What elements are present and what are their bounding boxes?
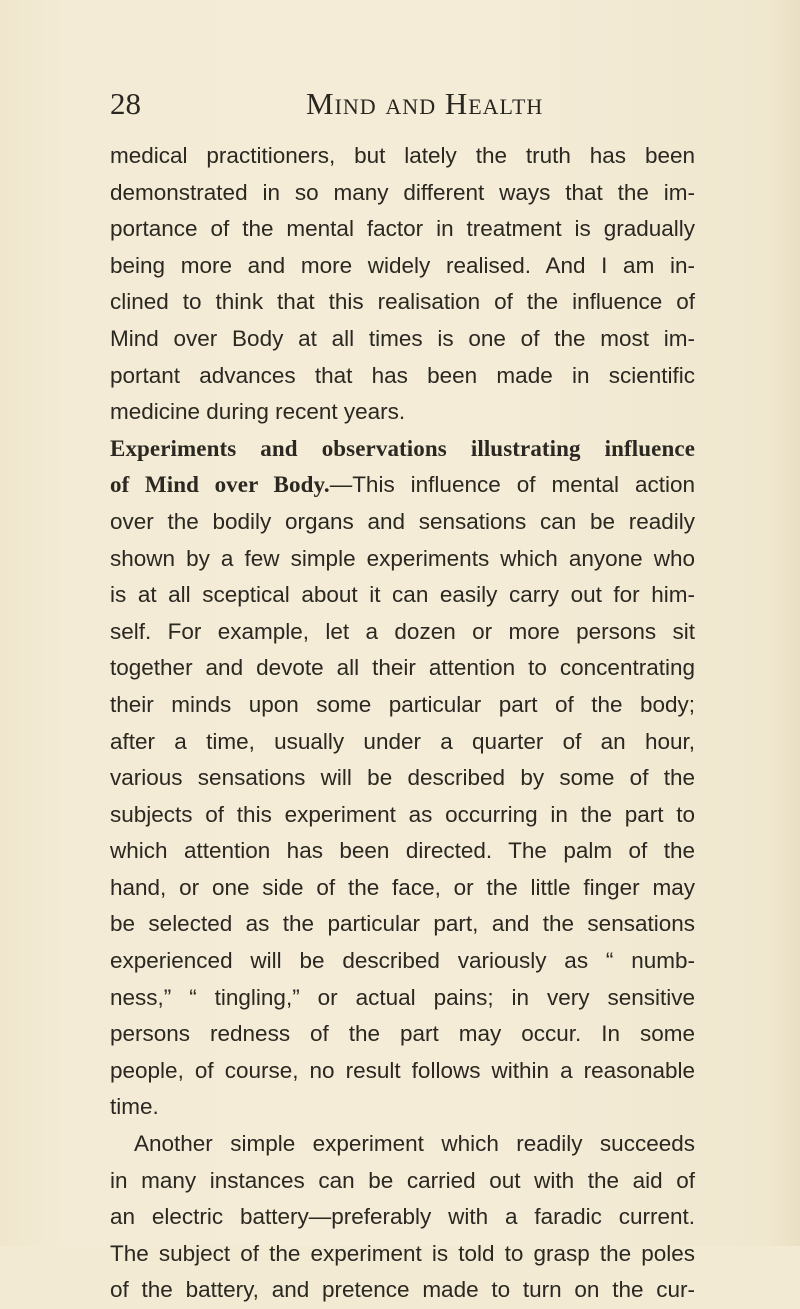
line-text: hand, or one side of the face, or the little finger may (110, 874, 695, 900)
text-line (110, 211, 695, 248)
line-text: medical practitioners, but lately the truth has been (110, 143, 695, 168)
line-text: subjects of this experiment as occurring in the part to (110, 801, 695, 827)
text-line (110, 321, 695, 358)
text-line (110, 1199, 695, 1236)
text-line (110, 943, 695, 980)
text-line (110, 833, 695, 870)
text-line (110, 394, 695, 431)
text-line (110, 358, 695, 395)
line-text: people, of course, no result follows within a reasonable (110, 1057, 695, 1083)
text-line (110, 1272, 695, 1309)
line-text: is at all sceptical about it can easily carry out for him- (110, 582, 695, 608)
text-line (110, 687, 695, 724)
line-text: of the battery, and pretence made to turn on the cur- (110, 1277, 695, 1303)
line-text: portance of the mental factor in treatment is gradually (110, 216, 695, 242)
line-text: portant advances that has been made in scientific (110, 362, 695, 388)
text-line (110, 1126, 695, 1163)
line-text: persons redness of the part may occur. In some (110, 1021, 695, 1047)
text-line (110, 467, 695, 504)
line-text: which attention has been directed. The palm of the (110, 838, 695, 864)
line-text: their minds upon some particular part of the body; (110, 691, 695, 717)
body-text (110, 138, 695, 1309)
text-line (110, 431, 695, 468)
line-text: self. For example, let a dozen or more persons sit (110, 618, 695, 644)
line-text: time. (110, 1094, 159, 1120)
text-line (110, 760, 695, 797)
text-line (110, 138, 695, 175)
text-line (110, 650, 695, 687)
line-text: Mind over Body at all times is one of the most im- (110, 325, 695, 351)
text-line (110, 724, 695, 761)
text-line (110, 980, 695, 1017)
text-line (110, 1053, 695, 1090)
line-text: an electric battery—preferably with a faradic current. (110, 1204, 695, 1230)
line-text: after a time, usually under a quarter of an hour, (110, 728, 695, 754)
text-line (110, 614, 695, 651)
text-line (110, 870, 695, 907)
line-text: various sensations will be described by some of the (110, 765, 695, 791)
text-line (110, 1089, 695, 1126)
line-text: —This influence of mental action (329, 472, 695, 498)
line-text: The subject of the experiment is told to grasp the poles (110, 1240, 695, 1266)
text-line (110, 1163, 695, 1200)
section-heading: of Mind over Body. (110, 472, 330, 498)
page-header (110, 84, 695, 124)
text-line (110, 175, 695, 212)
text-line (110, 906, 695, 943)
text-line (110, 504, 695, 541)
text-line (110, 797, 695, 834)
line-text: shown by a few simple experiments which anyone who (110, 545, 695, 571)
section-heading: Experiments and observations illustrating influence (110, 435, 695, 461)
page-number: 28 (110, 86, 141, 121)
line-text: be selected as the particular part, and the sensations (110, 911, 695, 937)
line-text: experienced will be described variously as “ numb- (110, 948, 695, 974)
text-line (110, 1016, 695, 1053)
running-title: Mind and Health (306, 86, 544, 121)
text-line (110, 577, 695, 614)
line-text: clined to think that this realisation of the influence of (110, 289, 695, 315)
line-text: medicine during recent years. (110, 399, 406, 425)
text-line (110, 284, 695, 321)
line-text: in many instances can be carried out with the aid of (110, 1167, 695, 1193)
line-text: over the bodily organs and sensations can be readily (110, 508, 695, 534)
line-text: together and devote all their attention to concentrating (110, 655, 695, 681)
text-line (110, 541, 695, 578)
line-text: Another simple experiment which readily succeeds (134, 1131, 695, 1157)
line-text: being more and more widely realised. And I am in- (110, 252, 695, 278)
text-line (110, 1236, 695, 1273)
text-line (110, 248, 695, 285)
line-text: ness,” “ tingling,” or actual pains; in very sensitive (110, 984, 695, 1010)
line-text: demonstrated in so many different ways that the im- (110, 179, 695, 205)
